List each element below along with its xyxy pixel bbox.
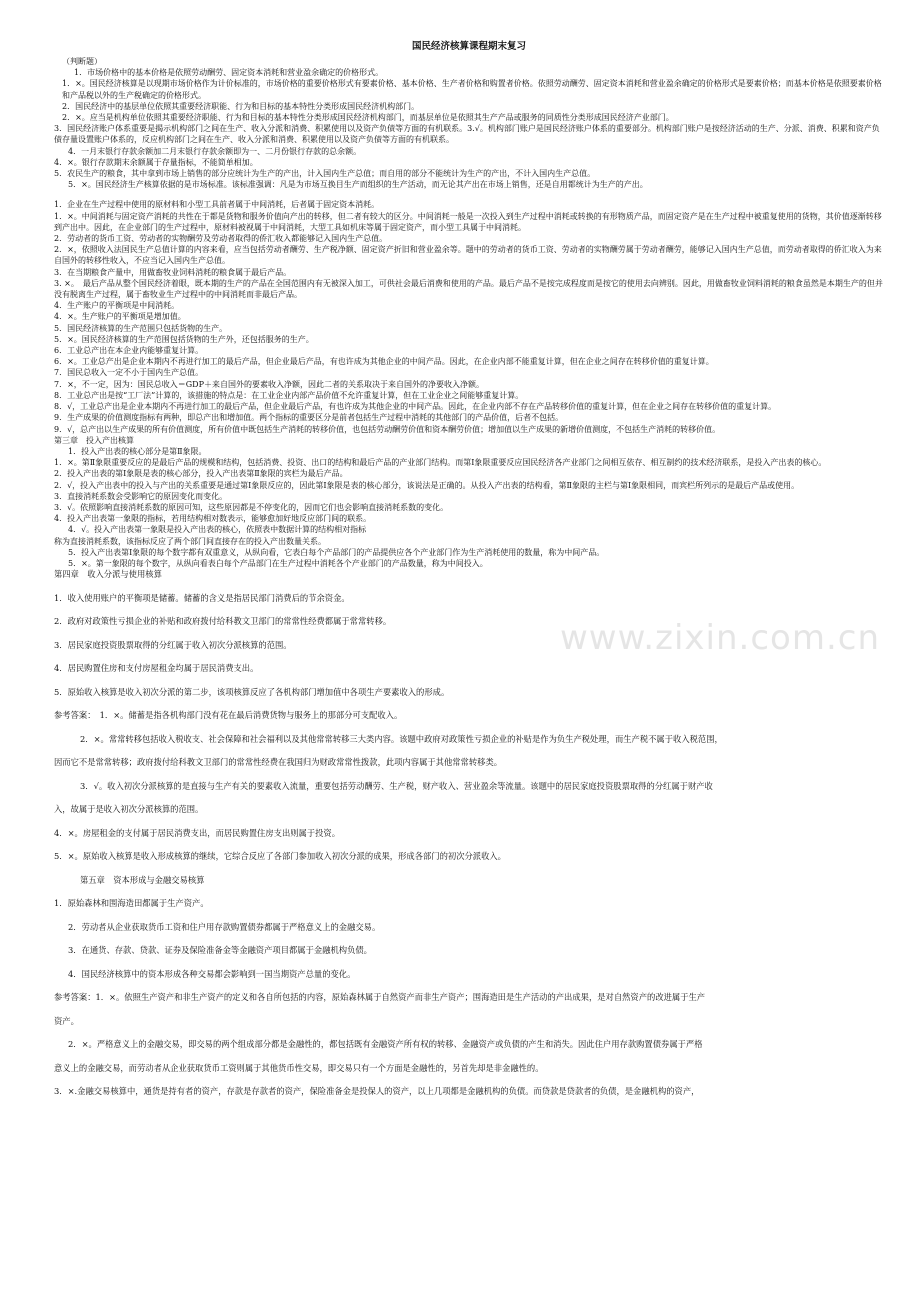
paragraph: 第三章 投入产出核算 [54,435,134,445]
paragraph: 5．投入产出表第Ⅰ象限的每个数字都有双重意义，从纵向看，它表白每个产品部门的产品提供应各个产业部门作为生产消耗使用的数量，称为中间产品。 [68,547,605,557]
paragraph: 资产。 [54,1015,79,1026]
paragraph: 3．√。收入初次分派核算的是直接与生产有关的要素收入流量，重要包括劳动酬劳、生产税，财产收入、营业盈余等流量。该题中的居民家庭投资股票取得的分红属于财产收 [80,780,713,791]
paragraph: 3. ×。 最后产品从整个国民经济着眼，既本期的生产的产品在全国范围内有无被深入加工，可供社会最后消费和使用的产品。最后产品不是按完成程度而是按它的使用去向辨别。因此，用做畜牧业饲料消耗的粮食虽然是本期生产的但并没有脱离生产过程，属于畜牧业生产过程中的中间消耗而非最后产品。 [54,278,883,300]
paragraph: 3．√。依照影响直接消耗系数的原因可知，这些原因都是不停变化的，因而它们也会影响直接消耗系数的变化。 [54,502,449,512]
paragraph: 1．×。国民经济核算是以现期市场价格作为计价标准的，市场价格的重要价格形式有要素价格、基本价格、生产者价格和购置者价格。依照劳动酬劳、固定资本消耗和营业盈余确定的价格形式是要素价格；而基本价格是依照要素价格和产品税以外的生产税确定的价格形式。 [62,79,882,100]
paragraph-spacer [54,1004,884,1016]
paragraph-spacer [54,863,884,875]
paragraph: 4．√。投入产出表第一象限是投入产出表的核心，依照表中数据计算的结构相对指标 [68,525,367,535]
paragraph-spacer [54,816,884,828]
paragraph: 9．√，总产出以生产成果的所有价值测度，所有价值中既包括生产消耗的转移价值，也包括劳动酬劳价值和资本酬劳价值；增加值以生产成果的新增价值测度，不包括生产消耗的转移价值。 [54,424,721,434]
paragraph: 2．劳动者从企业获取货币工资和住户用存款购置债券都属于严格意义上的金融交易。 [68,921,381,932]
paragraph: （判断题） [62,57,102,66]
paragraph: 8．√，工业总产出是企业本期内不再进行加工的最后产品，但企业最后产品，有也许成为其他企业的中间产品。因此，在企业内部不存在产品转移价值的重复计算，但在企业之间存在转移价值的重复计算。 [54,402,777,412]
paragraph-spacer [54,1051,884,1063]
paragraph: 5．×。国民经济核算的生产范围包括货物的生产外，还包括服务的生产。 [54,334,314,344]
paragraph: 4．居民购置住房和支付房屋租金均属于居民消费支出。 [54,663,259,674]
paragraph-spacer [54,839,884,851]
paragraph: 意义上的金融交易，而劳动者从企业获取货币工资则属于其他货币性交易，即交易只有一个方面是金融性的，另首先却是非金融性的。 [54,1062,544,1073]
paragraph: 3．在通货、存款、贷款、证券及保险准备金等金融资产项目都属于金融机构负债。 [68,945,372,956]
paragraph: 第四章 收入分派与使用核算 [54,569,162,580]
paragraph: 2．×。严格意义上的金融交易，即交易的两个组成部分都是金融性的，都包括既有金融资产所有权的转移、金融资产或负债的产生和消失。因此住户用存款购置债券属于严格 [68,1039,703,1050]
paragraph-spacer [54,1027,884,1039]
paragraph: 入，故属于是收入初次分派核算的范围。 [54,804,204,815]
paragraph: 5．原始收入核算是收入初次分派的第二步，该项核算反应了各机构部门增加值中各项生产要素收入的形成。 [54,686,450,697]
paragraph: 1．企业在生产过程中使用的原材料和小型工具前者属于中间消耗，后者属于固定资本消耗。 [54,200,380,210]
paragraph-spacer [54,1074,884,1086]
paragraph: 5．×。第一象限的每个数字，从纵向看表白每个产品部门在生产过程中消耗各个产业部门的产品数量，称为中间投入。 [68,558,488,568]
paragraph: 第五章 资本形成与金融交易核算 [80,874,205,885]
paragraph: 2．×，依照收入法国民生产总值计算的内容来看，应当包括劳动者酬劳、生产税净额、固定资产折旧和营业盈余等。题中的劳动者的货币工资、劳动者的实物酬劳属于劳动者酬劳，能够记入国内生产总值，而劳动者取得的侨汇收入为来自国外的转移性收入，不应当记入国内生产总值。 [54,245,882,266]
paragraph-spacer [54,745,884,757]
paragraph: 1．原始森林和围海造田都属于生产资产。 [54,898,209,909]
paragraph: 4．生产账户的平衡项是中间消耗。 [54,301,180,311]
paragraph: 2．投入产出表的第Ⅰ象限是表的核心部分，投入产出表第Ⅱ象限的宾栏为最后产品。 [54,469,348,479]
paragraph-spacer [54,933,884,945]
paragraph: 参考答案： 1．×。储蓄是指各机构部门没有花在最后消费货物与服务上的那部分可支配收入。 [54,710,403,721]
paragraph-spacer [54,628,884,640]
paragraph: 3．×.金融交易核算中，通货是持有者的资产，存款是存款者的资产，保险准备金是投保人的资产，以上几项都是金融机构的负债。而贷款是贷款者的负债，是金融机构的资产， [54,1086,700,1097]
paragraph: 4．国民经济核算中的资本形成各种交易都会影响到一国当期资产总量的变化。 [68,968,356,979]
paragraph: 4．×。房屋租金的支付属于居民消费支出，而居民购置住房支出则属于投资。 [54,827,341,838]
paragraph: 8．工业总产出是按“工厂法”计算的，该措施的特点是：在工业企业内部产品价值不允许重复计算，但在工业企业之间能够重复计算。 [54,390,524,400]
paragraph-spacer [54,957,884,969]
paragraph: 参考答案：1．×。依照生产资产和非生产资产的定义和各自所包括的内容，原始森林属于自然资产而非生产资产；围海造田是生产活动的产出成果，是对自然资产的改进属于生产 [54,992,706,1003]
paragraph: 5．×。原始收入核算是收入形成核算的继续，它综合反应了各部门参加收入初次分派的成果，形成各部门的初次分派收入。 [54,851,506,862]
paragraph-spacer [54,604,884,616]
paragraph: 2．国民经济中的基层单位依照其重要经济职能、行为和目标的基本特性分类形成国民经济机构部门。 [62,101,420,111]
paragraph: 1．×。中间消耗与固定资产消耗的共性在于都是货物和服务价值向产出的转移，但二者有较大的区分。中间消耗一般是一次投入到生产过程中消耗或转换的有形物质产品，而固定资产是在生产过程中被重复使用的货物，其价值逐渐转移到产出中。因此，在企业部门的生产过程中，原材料被视属于中间消耗，大型工具如机床等属于固定资产，而小型工具属于中间消耗。 [54,211,882,232]
paragraph: 9．生产成果的价值测度指标有两种，即总产出和增加值。两个指标的重要区分是前者包括生产过程中消耗的其他部门的产品价值，后者不包括。 [54,413,564,423]
paragraph-gap [54,190,884,199]
paragraph: 6．×。工业总产出是企业本期内不再进行加工的最后产品，但企业最后产品，有也许成为其他企业的中间产品。因此，在企业内部不能重复计算，但在企业之间存在转移价值的重复计算。 [54,357,714,367]
watermark: www.zixin.com.cn [560,618,880,658]
paragraph: 3．直接消耗系数会受影响它的原因变化而变化。 [54,491,228,501]
paragraph: 2．×。常常转移包括收入税收支、社会保障和社会福利以及其他常常转移三大类内容。该题中政府对政策性亏损企业的补贴是作为负生产税处理，而生产税不属于收入税范围， [80,733,723,744]
paragraph-spacer [54,651,884,663]
paragraph-spacer [54,792,884,804]
paragraph: 3．国民经济账户体系重要是揭示机构部门之间在生产、收入分派和消费、积累使用以及资产负债等方面的有机联系。3.√。机构部门账户是国民经济账户体系的重要部分。机构部门账户是按经济活动的生产、分派、消费、积累和资产负债存量设置账户体系的，反应机构部门之间在生产、收入分派和消费、积累使用以及资产负债等方面的有机联系。 [54,124,880,145]
paragraph: 7．国民总收入一定不小于国内生产总值。 [54,368,204,378]
paragraph-spacer [54,910,884,922]
paragraph: 2．政府对政策性亏损企业的补贴和政府拨付给科教文卫部门的常常性经费都属于常常转移。 [54,616,392,627]
page-title: 国民经济核算课程期末复习 [411,41,526,52]
paragraph: 1．市场价格中的基本价格是依照劳动酬劳、固定资本消耗和营业盈余确定的价格形式。 [74,68,384,78]
paragraph: 6．工业总产出在本企业内能够重复计算。 [54,346,204,356]
paragraph: 1．收入使用账户的平衡项是储蓄。储蓄的含义是指居民部门消费后的节余资金。 [54,592,350,603]
paragraph-spacer [54,886,884,898]
paragraph: 4．×。银行存款期末余额属于存量指标，不能简单相加。 [54,157,258,167]
paragraph: 称为直接消耗系数，该指标反应了两个部门间直接存在的投入产出数量关系。 [54,536,326,546]
paragraph-spacer [54,980,884,992]
paragraph-spacer [54,581,884,593]
paragraph: 4．×。生产账户的平衡项是增加值。 [54,312,186,322]
paragraph: 2．√，投入产出表中的投入与产出的关系重要是通过第Ⅰ象限反应的，因此第Ⅰ象限是表的核心部分，该说法是正确的。从投入产出表的结构看，第Ⅱ象限的主栏与第Ⅰ象限相同，而宾栏所列示的是最后产品或使用。 [54,480,800,490]
section-judgment-questions [54,56,884,569]
paragraph-spacer [54,675,884,687]
paragraph: 5．农民生产的粮食，其中拿到市场上销售的部分应统计为生产的产出，计入国内生产总值；而自用的部分不能统计为生产的产出，不计入国内生产总值。 [54,169,596,179]
paragraph: 2．×。应当是机构单位依照其重要经济职能、行为和目标的基本特性分类形成国民经济机构部门，而基层单位是依照其生产产品或服务的同质性分类形成国民经济产业部门。 [62,113,674,123]
paragraph-spacer [54,698,884,710]
paragraph: 5．×。国民经济生产核算依据的是市场标准。该标准强调：凡是为市场互换目生产而组织的生产活动，而无论其产出在市场上销售，还是自用都统计为生产的产出。 [68,180,648,190]
paragraph: 因而它不是常常转移；政府拨付给科教文卫部门的常常性经费在我国归为财政常常性拨款，此项内容属于其他常常转移类。 [54,757,503,768]
paragraph: 3．居民家庭投资股票取得的分红属于收入初次分派核算的范围。 [54,639,292,650]
section-chapters-four-five [54,569,884,1110]
paragraph: 1．×。第Ⅱ象限重要反应的是最后产品的规模和结构，包括消费、投资、出口的结构和最后产品的产业部门结构。而第Ⅰ象限重要反应国民经济各产业部门之间相互依存、相互制约的技术经济联系，是投入产出表的核心。 [54,458,827,468]
paragraph-spacer [54,722,884,734]
paragraph: 3．在当期粮食产量中，用做畜牧业饲料消耗的粮食属于最后产品。 [54,267,292,277]
document-body [54,40,884,1110]
paragraph: 7．×，不一定，因为：国民总收入＝GDP＋来自国外的要素收入净额，因此二者的关系取决于来自国外的净要收入净额。 [54,379,484,389]
paragraph: 2．劳动者的货币工资、劳动者的实物酬劳及劳动者取得的侨汇收入都能够记入国内生产总值。 [54,234,388,244]
paragraph-spacer [54,1098,884,1110]
paragraph-spacer [54,769,884,781]
paragraph: 4．一月末银行存款余额加二月末银行存款余额即为一、二月份银行存款的总余额。 [68,146,362,156]
paragraph: 5．国民经济核算的生产范围只包括货物的生产。 [54,323,228,333]
paragraph: 1．投入产出表的核心部分是第Ⅱ象限。 [68,446,207,456]
paragraph: 4．投入产出表第一象限的指标，若用结构相对数表示，能够愈加好地反应部门间的联系。 [54,514,372,524]
